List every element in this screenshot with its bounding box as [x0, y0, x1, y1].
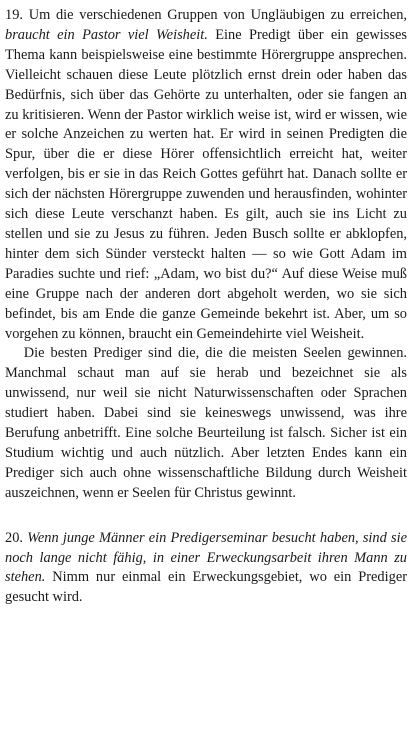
paragraph-number: 19. — [5, 7, 23, 23]
paragraph-emphasis: Wenn junge Männer ein Predigerseminar besucht haben, sind sie noch lange nicht fähig, in einer Erweckungsarbeit ihren Mann zu stehen. — [5, 529, 407, 586]
section-gap — [5, 504, 407, 529]
paragraph-number: 20. — [5, 529, 23, 546]
paragraph-continuation — [5, 344, 407, 503]
paragraph-20 — [5, 529, 407, 609]
paragraph-body: Eine Predigt über ein gewisses Thema kann beispielsweise eine bestimmte Hörergruppe ansprechen. Vielleicht schauen diese Leute plötzlich ernst drein oder haben das Bedürfnis, sich über das Gehörte zu unterhalten, oder sie fangen an zu kritisieren. Wenn der Pastor wirklich weise ist, wird er wissen, wie er solche Anzeichen zu werten hat. Er wird in seinen Predigten die Spur, über die er diese Hörer offensichtlich erreicht hat, weiter verfolgen, bis er sie in das Reich Gottes geführt hat. Danach sollte er sich der nächsten Hörergruppe zuwenden und herausfinden, wohinter sich diese Leute verschanzt haben. Es gilt, auch sie ins Licht zu stellen und sie zu Jesus zu führen. Jeden Busch sollte er abklopfen, hinter dem sich Sünder versteckt halten — so wie Gott Adam im Paradies suchte und rief: „Adam, wo bist du?“ Auf diese Weise muß eine Gruppe nach der anderen dort abgeholt werden, wo sie sich befindet, bis am Ende die ganze Gemeinde bekehrt ist. Aber, um so vorgehen zu können, braucht ein Gemeindehirte viel Weisheit. — [5, 26, 407, 342]
paragraph-lead-text: Um die verschiedenen Gruppen von Ungläubigen zu erreichen, — [23, 7, 407, 23]
paragraph-body: Nimm nur einmal ein Erweckungsgebiet, wo ein Prediger gesucht wird. — [5, 569, 407, 606]
paragraph-19 — [5, 6, 407, 344]
paragraph-body: Die besten Prediger sind die, die die meisten Seelen gewinnen. Manchmal schaut man auf sie herab und bezeichnet sie als unwissend, nur weil sie nicht Naturwissenschaften oder Sprachen studiert haben. Dabei sind sie keineswegs unwissend, was ihre Berufung anbetrifft. Eine solche Beurteilung ist falsch. Sicher ist ein Studium wichtig und auch nützlich. Aber letzten Endes kann ein Prediger sich auch ohne wissenschaftliche Bildung durch Weisheit auszeichnen, wenn er Seelen für Christus gewinnt. — [5, 345, 407, 501]
paragraph-emphasis: braucht ein Pastor viel Weisheit. — [5, 26, 208, 43]
